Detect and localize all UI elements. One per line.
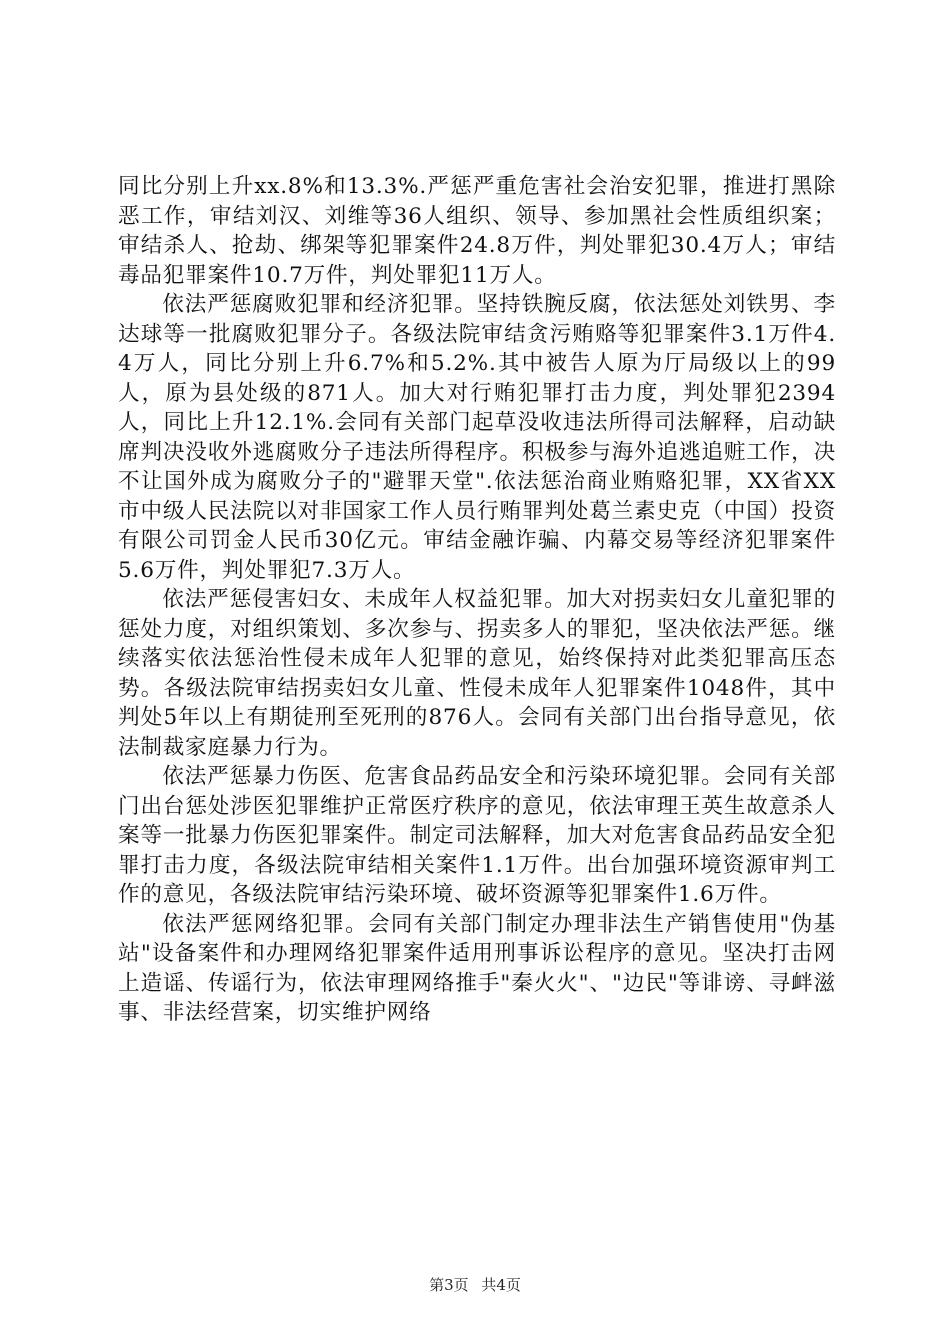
page-number: 第3页 [429,1276,469,1294]
page-total: 共4页 [481,1276,521,1294]
paragraph-network-crimes: 依法严惩网络犯罪。会同有关部门制定办理非法生产销售使用"伪基站"设备案件和办理网络犯罪案件适用刑事诉讼程序的意见。坚决打击网上造谣、传谣行为，依法审理网络推手"秦火火"、"边民"等诽谤、寻衅滋事、非法经营案，切实维护网络 [118,911,836,1025]
paragraph-women-minors: 依法严惩侵害妇女、未成年人权益犯罪。加大对拐卖妇女儿童犯罪的惩处力度，对组织策划、多次参与、拐卖多人的罪犯，坚决依法严惩。继续落实依法惩治性侵未成年人犯罪的意见，始终保持对此类犯罪高压态势。各级法院审结拐卖妇女儿童、性侵未成年人犯罪案件1048件，其中判处5年以上有期徒刑至死刑的876人。会同有关部门出台指导意见，依法制裁家庭暴力行为。 [118,587,836,760]
paragraph-medical-food-environment: 依法严惩暴力伤医、危害食品药品安全和污染环境犯罪。会同有关部门出台惩处涉医犯罪维护正常医疗秩序的意见，依法审理王英生故意杀人案等一批暴力伤医犯罪案件。制定司法解释，加大对危害食品药品安全犯罪打击力度，各级法院审结相关案件1.1万件。出台加强环境资源审判工作的意见，各级法院审结污染环境、破坏资源等犯罪案件1.6万件。 [118,764,836,907]
paragraph-corruption-crimes: 依法严惩腐败犯罪和经济犯罪。坚持铁腕反腐，依法惩处刘铁男、李达球等一批腐败犯罪分子。各级法院审结贪污贿赂等犯罪案件3.1万件4.4万人，同比分别上升6.7%和5.2%.其中被告人原为厅局级以上的99人，原为县处级的871人。加大对行贿犯罪打击力度，判处罪犯2394人，同比上升12.1%.会同有关部门起草没收违法所得司法解释，启动缺席判决没收外逃腐败分子违法所得程序。积极参与海外追逃追赃工作，决不让国外成为腐败分子的"避罪天堂".依法惩治商业贿赂犯罪，XX省XX市中级人民法院以对非国家工作人员行贿罪判处葛兰素史克（中国）投资有限公司罚金人民币30亿元。审结金融诈骗、内幕交易等经济犯罪案件5.6万件，判处罪犯7.3万人。 [118,292,836,583]
page-footer [0,1275,950,1295]
document-body [118,172,836,1028]
paragraph-continuation: 同比分别上升xx.8%和13.3%.严惩严重危害社会治安犯罪，推进打黑除恶工作，审结刘汉、刘维等36人组织、领导、参加黑社会性质组织案；审结杀人、抢劫、绑架等犯罪案件24.8万件，判处罪犯30.4万人；审结毒品犯罪案件10.7万件，判处罪犯11万人。 [118,174,836,288]
